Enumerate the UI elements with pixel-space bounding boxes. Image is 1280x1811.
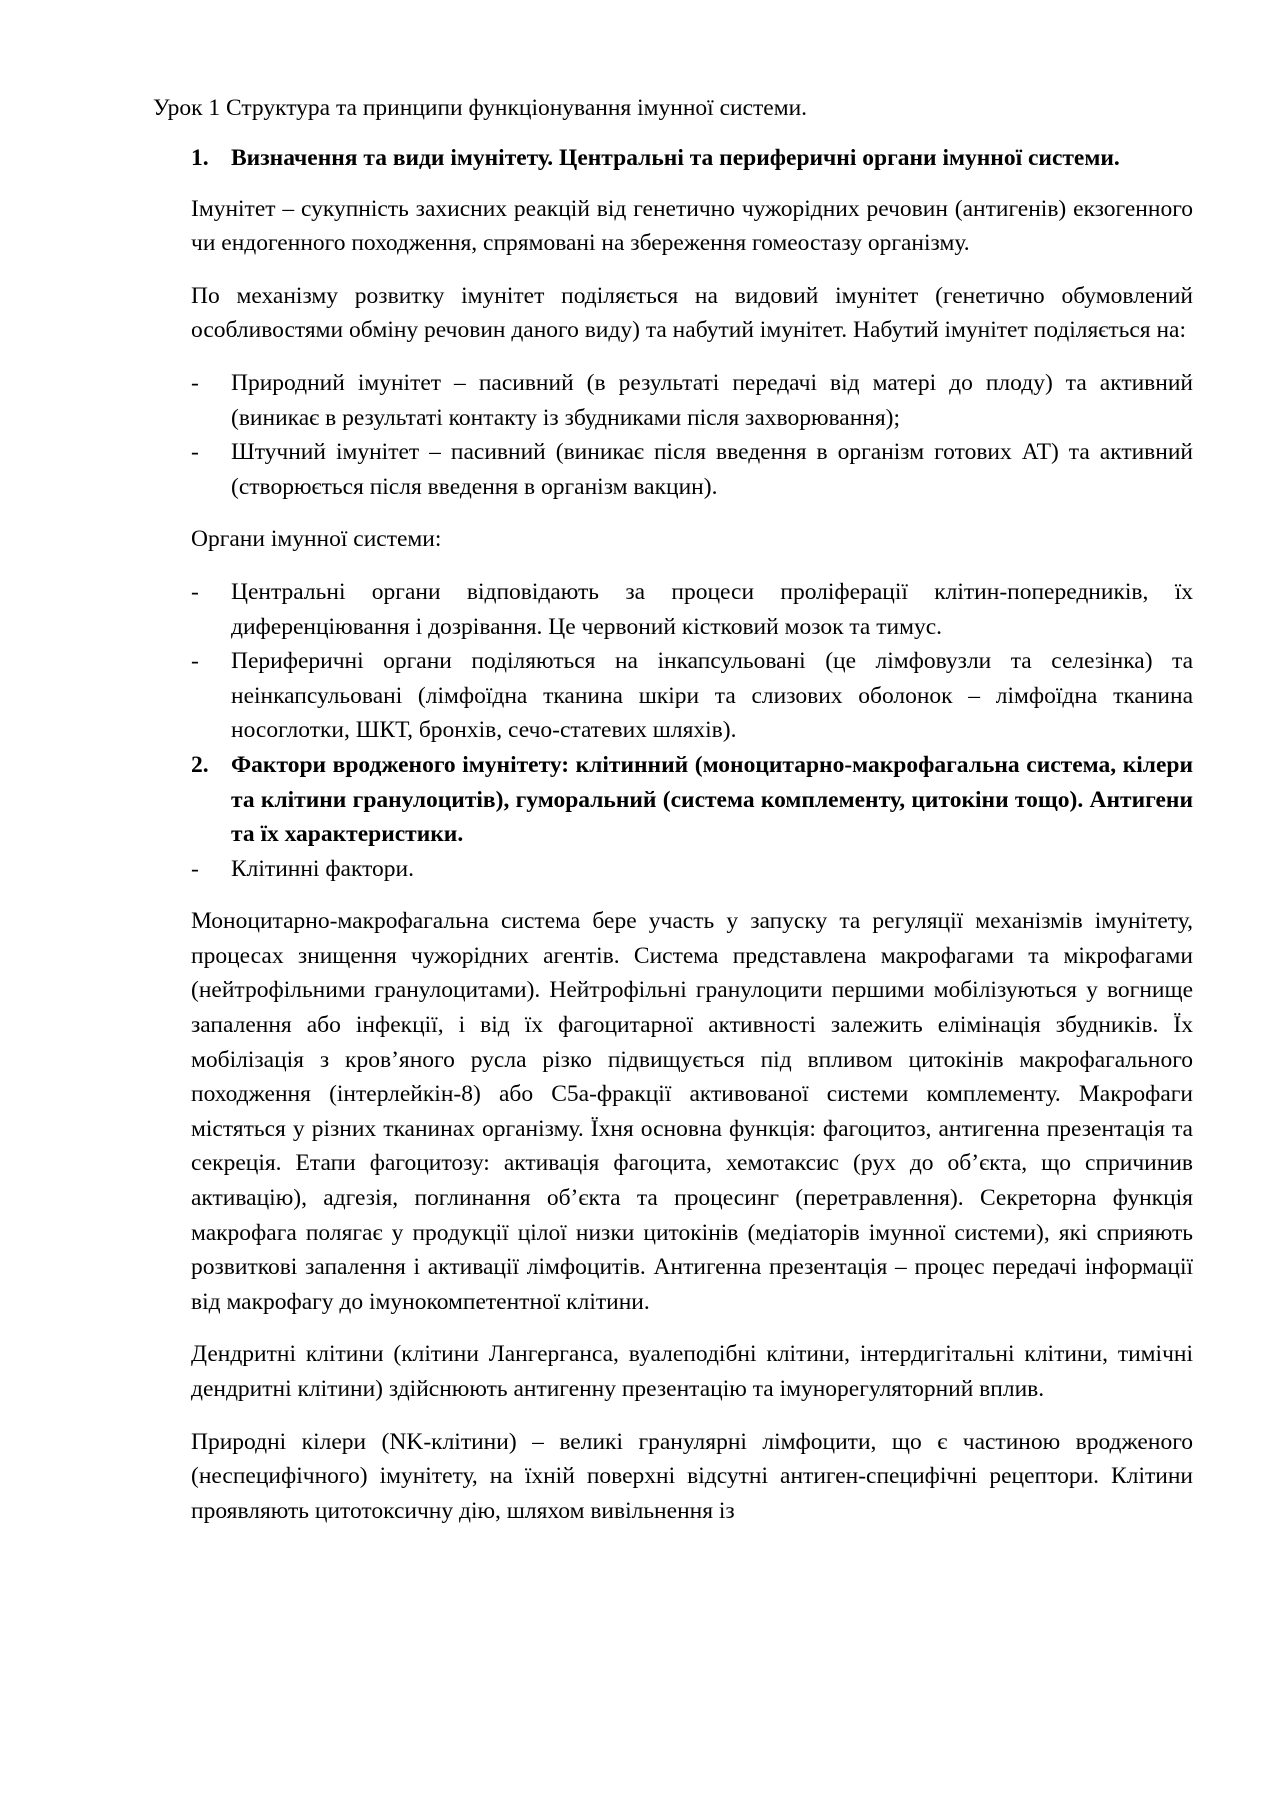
paragraph-dendritic-cells: Дендритні клітини (клітини Лангерганса, вуалеподібні клітини, інтердигітальні клітини, тимічні дендритні клітини) здійснюють антигенну презентацію та імунорегуляторний вплив. — [191, 1341, 1193, 1402]
acquired-immunity-list — [191, 366, 1193, 504]
list-item — [191, 435, 1193, 504]
section-1-heading — [191, 141, 1193, 176]
paragraph-monocyte-macrophage-system: Моноцитарно-макрофагальна система бере участь у запуску та регуляції механізмів імунітету, процесах знищення чужорідних агентів. Система представлена макрофагами та мікрофагами (нейтрофільними гранулоцитами). Нейтрофільні гранулоцити першими мобілізуються у вогнище запалення або інфекції, і від їх фагоцитарної активності залежить елімінація збудників. Їх мобілізація з кров’яного русла різко підвищується під впливом цитокінів макрофагального походження (інтерлейкін-8) або С5а-фракції активованої системи комплементу. Макрофаги містяться у різних тканинах організму. Їхня основна функція: фагоцитоз, антигенна презентація та секреція. Етапи фагоцитозу: активація фагоцита, хемотаксис (рух до об’єкта, що спричинив активацію), адгезія, поглинання об’єкта та процесинг (перетравлення). Секреторна функція макрофага полягає у продукції цілої низки цитокінів (медіаторів імунної системи), які сприяють розвиткові запалення і активації лімфоцитів. Антигенна презентація – процес передачі інформації від макрофагу до імунокомпетентної клітини. — [191, 908, 1193, 1315]
paragraph-immunity-definition: Імунітет – сукупність захисних реакцій від генетично чужорідних речовин (антигенів) екзогенного чи ендогенного походження, спрямовані на збереження гомеостазу організму. — [191, 195, 1193, 257]
list-item-text: Центральні органи відповідають за процеси проліферації клітин-попередників, їх диференціювання і дозрівання. Це червоний кістковий мозок та тимус. — [231, 578, 1193, 640]
list-item-text: Природний імунітет – пасивний (в результаті передачі від матері до плоду) та активний (виникає в результаті контакту із збудниками після захворювання); — [231, 369, 1193, 431]
dash-bullet: - — [191, 369, 199, 396]
section-1-text: Визначення та види імунітету. Центральні та периферичні органи імунної системи. — [231, 145, 1120, 171]
section-2-text: Фактори вродженого імунітету: клітинний (моноцитарно-макрофагальна система, кілери та клітини гранулоцитів), гуморальний (система комплементу, цитокіни тощо). Антигени та їх характеристики. — [231, 751, 1193, 848]
dash-bullet: - — [191, 648, 199, 675]
dash-bullet: - — [191, 578, 199, 605]
list-item — [191, 852, 1193, 887]
section-1-number: 1. — [191, 145, 209, 171]
list-item-text: Штучний імунітет – пасивний (виникає після введення в організм готових АТ) та активний (створюється після введення в організм вакцин). — [231, 439, 1193, 500]
paragraph-natural-killers: Природні кілери (NK-клітини) – великі гранулярні лімфоцити, що є частиною вродженого (неспецифічного) імунітету, на їхній поверхні відсутні антиген-специфічні рецептори. Клітини проявляють цитотоксичну дію, шляхом вивільнення із — [191, 1428, 1193, 1524]
list-item — [191, 366, 1193, 435]
immune-organs-list — [191, 575, 1193, 748]
cell-factors-list — [191, 852, 1193, 887]
document-body — [191, 141, 1193, 1528]
dash-bullet: - — [191, 855, 199, 882]
section-2-heading — [191, 748, 1193, 852]
list-item-text: Периферичні органи поділяються на інкапсульовані (це лімфовузли та селезінка) та неінкапсульовані (лімфоїдна тканина шкіри та слизових оболонок – лімфоїдна тканина носоглотки, ШКТ, бронхів, сечо-статевих шляхів). — [231, 648, 1193, 744]
list-item-text: Клітинні фактори. — [231, 855, 415, 882]
section-2-number: 2. — [191, 751, 209, 778]
dash-bullet: - — [191, 439, 199, 466]
list-item — [191, 575, 1193, 644]
lesson-title: Урок 1 Структура та принципи функціонування імунної системи. — [153, 95, 808, 121]
paragraph-organs-intro: Органи імунної системи: — [191, 526, 442, 553]
list-item — [191, 644, 1193, 748]
paragraph-immunity-mechanism: По механізму розвитку імунітет поділяється на видовий імунітет (генетично обумовлений особливостями обміну речовин даного виду) та набутий імунітет. Набутий імунітет поділяється на: — [191, 282, 1193, 344]
